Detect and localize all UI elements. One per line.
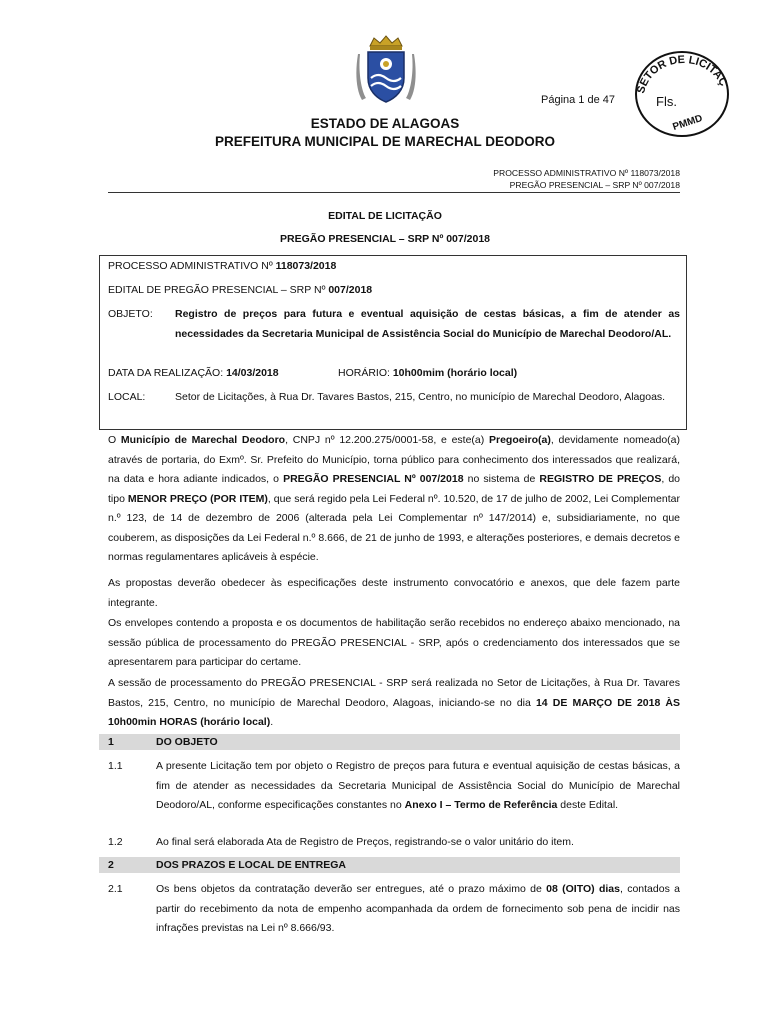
item-1-2-text: Ao final será elaborada Ata de Registro de Preços, registrando-se o valor unitário do item. (156, 836, 574, 848)
box-time-label: HORÁRIO: (338, 367, 393, 379)
box-edital-label: EDITAL DE PREGÃO PRESENCIAL – SRP Nº (108, 284, 329, 296)
box-date-value: 14/03/2018 (226, 367, 279, 379)
stamp-fls-label: Fls. (656, 94, 677, 109)
coat-of-arms-logo (356, 34, 416, 104)
section-2-title: DOS PRAZOS E LOCAL DE ENTREGA (156, 859, 346, 871)
item-2-1-text: Os bens objetos da contratação deverão ser entregues, até o prazo máximo de 08 (OITO) dias, contados a partir do recebimento da nota de empenho acompanhada da ordem de fornecimento sob pena de incidir nas infrações previstas na Lei nº 8.666/93. (156, 883, 680, 934)
box-process-line (108, 257, 680, 277)
intro-paragraph-4: A sessão de processamento do PREGÃO PRESENCIAL - SRP será realizada no Setor de Licitações, à Rua Dr. Tavares Bastos, 215, Centro, no município de Marechal Deodoro, Alagoas, iniciando-se no dia 14 DE MARÇO DE 2018 ÀS 10h00min HORAS (horário local). (108, 677, 681, 728)
box-edital-line (108, 281, 680, 301)
box-objeto-label: OBJETO: (108, 308, 153, 320)
box-process-value: 118073/2018 (275, 260, 337, 272)
process-reference (493, 167, 680, 191)
item-1-1-number: 1.1 (108, 760, 123, 772)
box-objeto-text: Registro de preços para futura e eventual aquisição de cestas básicas, a fim de atender as necessidades da Secretaria Municipal de Assistência Social do Município de Marechal Deodoro/AL. (175, 308, 680, 340)
intro-paragraph-3: Os envelopes contendo a proposta e os documentos de habilitação serão recebidos no endereço abaixo mencionado, na sessão pública de processamento do PREGÃO PRESENCIAL - SRP, após o credenciamento dos interessados que se apresentarem para participar do certame. (108, 617, 680, 668)
box-time-line (338, 364, 517, 384)
box-local-label: LOCAL: (108, 391, 146, 403)
section-2-number: 2 (108, 859, 114, 871)
box-local-text: Setor de Licitações, à Rua Dr. Tavares Bastos, 215, Centro, no município de Marechal Deodoro, Alagoas. (175, 391, 666, 403)
intro-paragraph-1: O Município de Marechal Deodoro, CNPJ nº 12.200.275/0001-58, e este(a) Pregoeiro(a), devidamente nomeado(a) através de portaria, do Exmº. Sr. Prefeito do Município, torna público para conhecimento dos interessados que realizará, na data e hora adiante indicados, o PREGÃO PRESENCIAL Nº 007/2018 no sistema de REGISTRO DE PREÇOS, do tipo MENOR PREÇO (POR ITEM), que será regido pela Lei Federal nº. 10.520, de 17 de julho de 2002, Lei Complementar n.º 123, de 14 de dezembro de 2006 (alterada pela Lei Complementar nº 147/2014) e, subsidiariamente, no que couberem, as disposições da Lei Federal n.º 8.666, de 21 de junho de 1993, e alterações posteriores, e demais decretos e normas regulamentares aplicáveis à espécie. (108, 434, 681, 563)
stamp-signature: PMMD (671, 113, 704, 133)
box-edital-value: 007/2018 (328, 284, 373, 296)
stamp-arc-text: SETOR DE LICITAÇ (635, 53, 730, 95)
pregao-reference-line: PREGÃO PRESENCIAL – SRP Nº 007/2018 (509, 180, 680, 190)
process-reference-line: PROCESSO ADMINISTRATIVO Nº 118073/2018 (493, 168, 680, 178)
box-date-label: DATA DA REALIZAÇÃO: (108, 367, 227, 379)
box-date-line (108, 364, 279, 384)
section-1-heading (99, 734, 680, 750)
box-process-label: PROCESSO ADMINISTRATIVO Nº (108, 260, 276, 272)
item-1-1-text: A presente Licitação tem por objeto o Registro de preços para futura e eventual aquisição de cestas básicas, a fim de atender as necessidades da Secretaria Municipal de Assistência Social do Município de Marechal Deodoro/AL, conforme especificações constantes no Anexo I – Termo de Referência deste Edital. (156, 760, 680, 811)
item-2-1-number: 2.1 (108, 883, 123, 895)
box-time-value: 10h00mim (horário local) (392, 367, 518, 379)
city-hall-heading: PREFEITURA MUNICIPAL DE MARECHAL DEODORO (214, 134, 555, 149)
intro-paragraph-2: As propostas deverão obedecer às especificações deste instrumento convocatório e anexos, que dele fazem parte integrante. (108, 577, 680, 609)
section-1-number: 1 (108, 736, 114, 748)
page-number: Página 1 de 47 (541, 94, 616, 106)
section-2-heading (99, 857, 680, 873)
state-heading: ESTADO DE ALAGOAS (310, 116, 460, 131)
header-divider (108, 192, 680, 193)
edital-title: EDITAL DE LICITAÇÃO (328, 210, 442, 222)
item-1-2-number: 1.2 (108, 836, 123, 848)
section-1-title: DO OBJETO (156, 736, 218, 748)
pregao-title: PREGÃO PRESENCIAL – SRP Nº 007/2018 (279, 233, 491, 245)
